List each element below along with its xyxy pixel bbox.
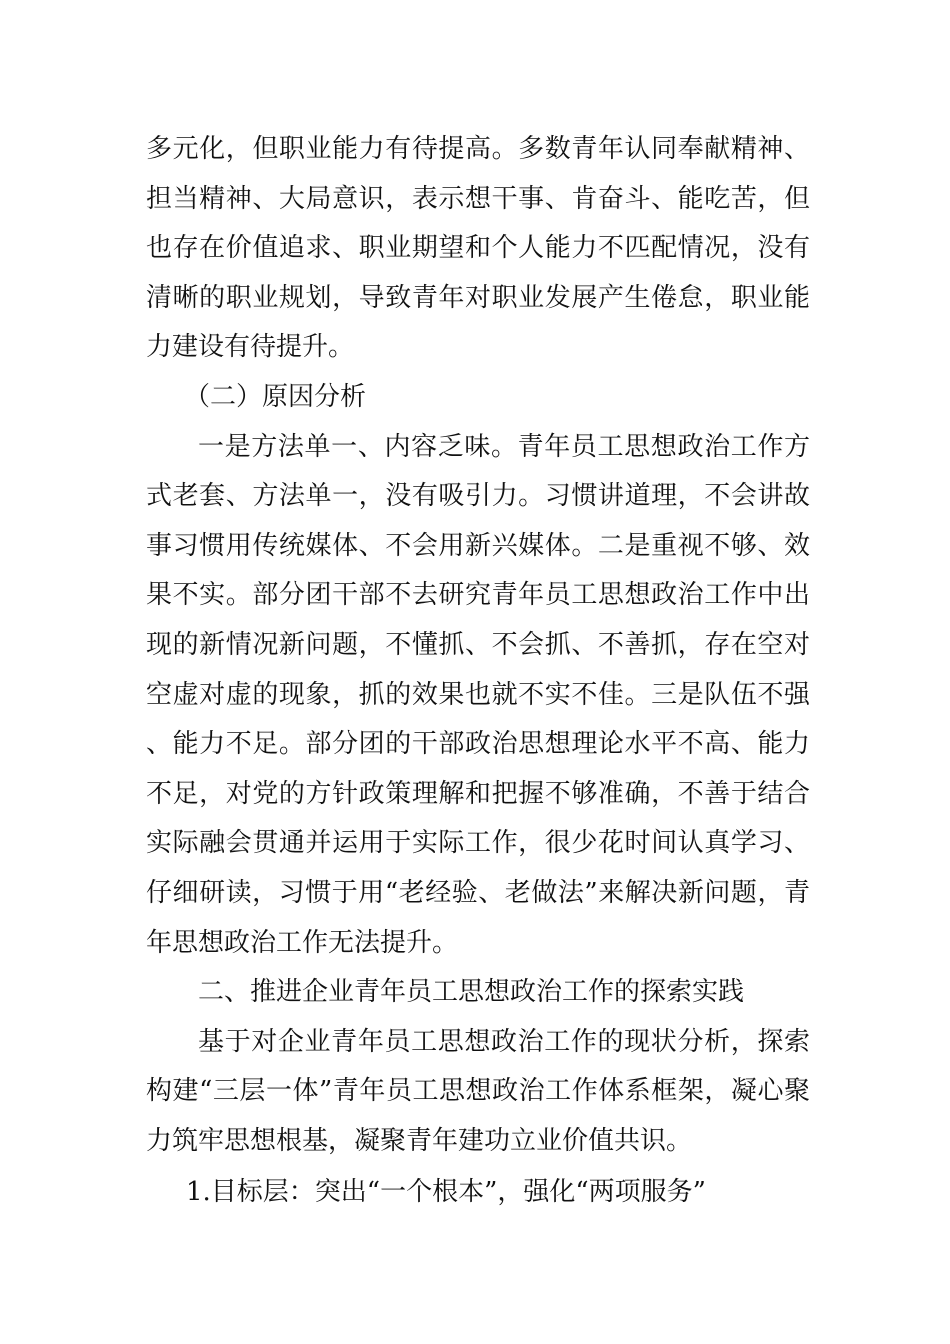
paragraph-career-ability: 多元化，但职业能力有待提高。多数青年认同奉献精神、担当精神、大局意识，表示想干事、肯奋斗、能吃苦，但也存在价值追求、职业期望和个人能力不匹配情况，没有清晰的职业规划，导致青年对职业发展产生倦怠，职业能力建设有待提升。 — [146, 134, 810, 363]
paragraph-cause-details: 一是方法单一、内容乏味。青年员工思想政治工作方式老套、方法单一，没有吸引力。习惯讲道理，不会讲故事习惯用传统媒体、不会用新兴媒体。二是重视不够、效果不实。部分团干部不去研究青年员工思想政治工作中出现的新情况新问题，不懂抓、不会抓、不善抓，存在空对空虚对虚的现象，抓的效果也就不实不佳。三是队伍不强、能力不足。部分团的干部政治思想理论水平不高、能力不足，对党的方针政策理解和把握不够准确，不善于结合实际融会贯通并运用于实际工作，很少花时间认真学习、仔细研读，习惯于用“老经验、老做法”来解决新问题，青年思想政治工作无法提升。 — [146, 431, 810, 958]
subheading-cause-analysis: （二）原因分析 — [184, 381, 367, 412]
document-page — [146, 125, 810, 1218]
section-heading-practice: 二、推进企业青年员工思想政治工作的探索实践 — [198, 977, 745, 1008]
item-heading-target-layer: 1.目标层：突出“一个根本”，强化“两项服务” — [186, 1177, 706, 1208]
paragraph-framework: 基于对企业青年员工思想政治工作的现状分析，探索构建“三层一体”青年员工思想政治工作体系框架，凝心聚力筑牢思想根基，凝聚青年建功立业价值共识。 — [146, 1026, 810, 1156]
